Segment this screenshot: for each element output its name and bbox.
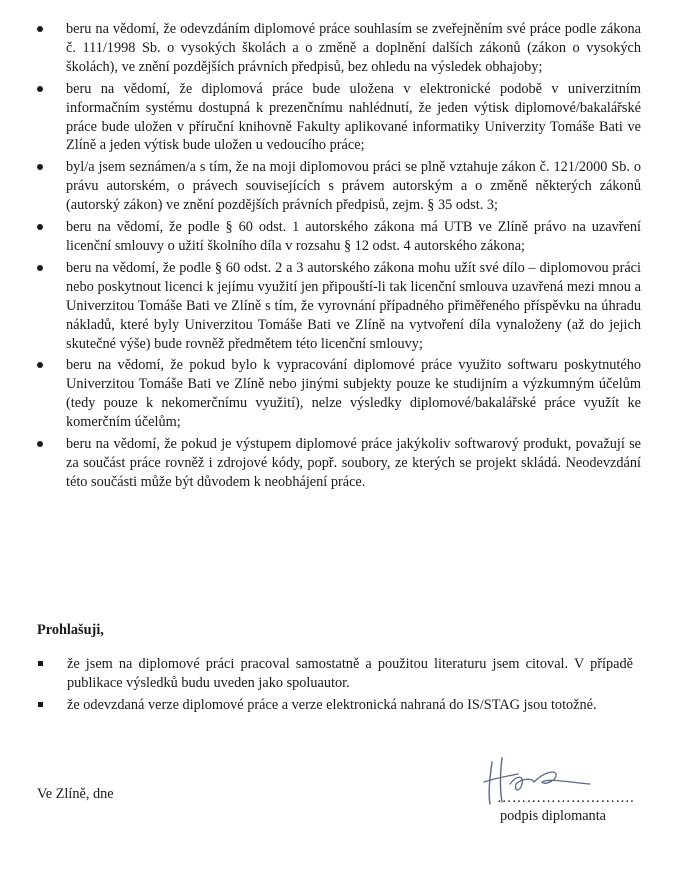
list-item [37,218,641,256]
list-item-text: beru na vědomí, že pokud bylo k vypracování diplomové práce využito softwaru poskytnutého Univerzitou Tomáše Bati ve Zlíně nebo jinými subjekty pouze ke studijním a výzkumným účelům (tedy pouze k nekomerčnímu využití), nelze výsledky diplomové/bakalářské práce využít ke komerčním účelům; [66,357,641,431]
signature-line: ………………………. [497,790,635,806]
acknowledgement-list [37,20,641,495]
list-item [37,259,641,354]
bullet-icon [37,86,43,92]
bullet-icon [37,224,43,230]
declaration-list [37,655,633,718]
declaration-heading: Prohlašuji, [37,622,104,638]
place-date: Ve Zlíně, dne [37,786,114,802]
list-item [37,696,633,715]
list-item-text: že jsem na diplomové práci pracoval samostatně a použitou literaturu jsem citoval. V případě publikace výsledků budu uveden jako spoluautor. [67,656,633,691]
list-item [37,356,641,432]
list-item [37,158,641,215]
square-bullet-icon [38,661,43,666]
list-item [37,435,641,492]
list-item-text: beru na vědomí, že podle § 60 odst. 2 a 3 autorského zákona mohu užít své dílo – diplomovou práci nebo poskytnout licenci k jejímu využití jen připouští-li tak licenční smlouva uzavřená mezi mnou a Univerzitou Tomáše Bati ve Zlíně s tím, že vyrovnání případného přiměřeného příspěvku na úhradu nákladů, které byly Univerzitou Tomáše Bati ve Zlíně na vytvoření díla vynaloženy (až do jejich skutečné výše) bude rovněž předmětem této licenční smlouvy; [66,259,641,352]
list-item-text: beru na vědomí, že diplomová práce bude uložena v elektronické podobě v univerzitním informačním systému dostupná k prezenčnímu nahlédnutí, že jeden výtisk diplomové/bakalářské práce bude uložen v příruční knihovně Fakulty aplikované informatiky Univerzity Tomáše Bati ve Zlíně a jeden výtisk bude uložen u vedoucího práce; [66,80,641,154]
list-item-text: beru na vědomí, že odevzdáním diplomové práce souhlasím se zveřejněním své práce podle zákona č. 111/1998 Sb. o vysokých školách a o změně a doplnění dalších zákonů (zákon o vysokých školách), ve znění pozdějších právních předpisů, bez ohledu na výsledek obhajoby; [66,21,641,75]
list-item [37,20,641,77]
list-item-text: že odevzdaná verze diplomové práce a verze elektronická nahraná do IS/STAG jsou totožné. [67,696,597,713]
bullet-icon [37,362,43,368]
list-item [37,80,641,156]
list-item-text: beru na vědomí, že podle § 60 odst. 1 autorského zákona má UTB ve Zlíně právo na uzavření licenční smlouvy o užití školního díla v rozsahu § 12 odst. 4 autorského zákona; [66,219,641,254]
bullet-icon [37,26,43,32]
list-item-text: byl/a jsem seznámen/a s tím, že na moji diplomovou práci se plně vztahuje zákon č. 121/2000 Sb. o právu autorském, o právech souvisejících s právem autorským a o změně některých zákonů (autorský zákon) ve znění pozdějších právních předpisů, zejm. § 35 odst. 3; [66,159,641,214]
bullet-icon [37,441,43,447]
bullet-icon [37,265,43,271]
bullet-icon [37,164,43,170]
signature-label: podpis diplomanta [500,808,607,824]
list-item [37,655,633,693]
list-item-text: beru na vědomí, že pokud je výstupem diplomové práce jakýkoliv softwarový produkt, považují se za součást práce rovněž i zdrojové kódy, popř. soubory, ze kterých se projekt skládá. Neodevzdání této součásti může být důvodem k neobhájení práce. [66,436,641,490]
square-bullet-icon [38,702,43,707]
